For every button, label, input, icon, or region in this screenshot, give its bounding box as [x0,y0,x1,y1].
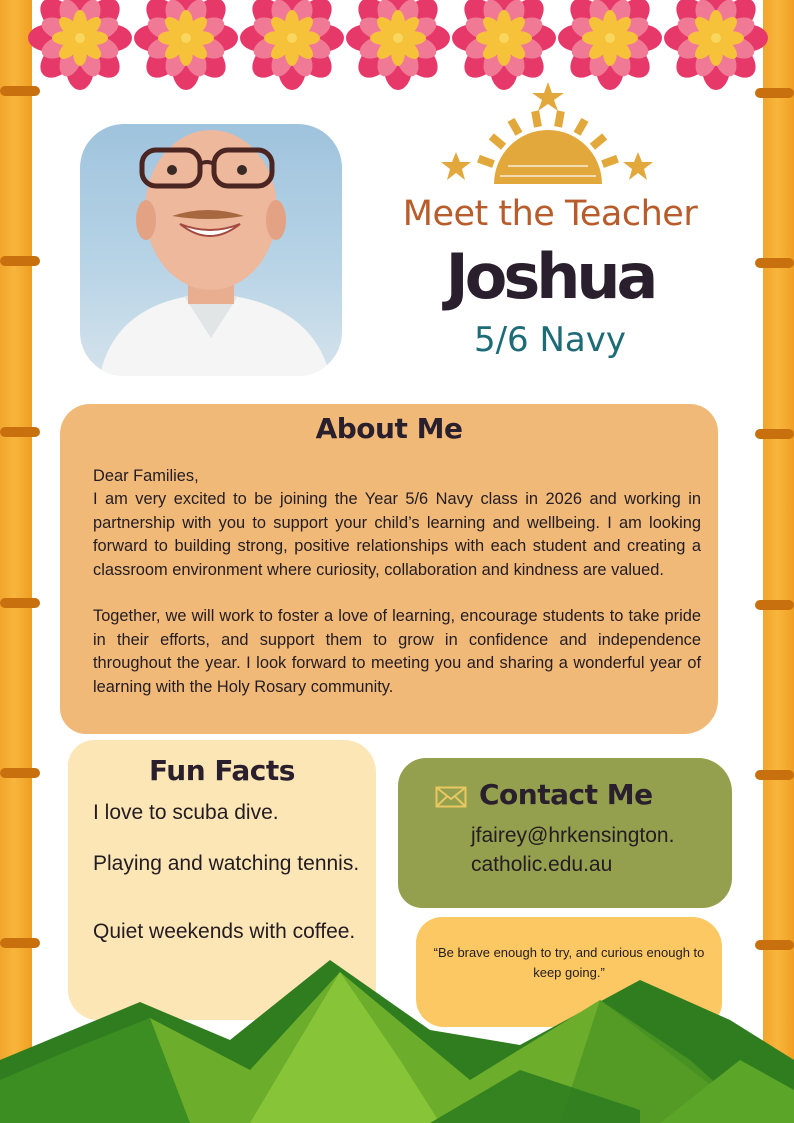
page-title: Meet the Teacher [402,194,698,234]
fun-fact-item: Quiet weekends with coffee. [93,920,356,943]
teacher-name: Joshua [445,240,655,313]
teacher-photo [80,124,342,376]
about-paragraph-1: I am very excited to be joining the Year 5/6 Navy class in 2026 and working in partnership with you to support your child’s learning and wellbeing. I am looking forward to building strong, positive relationships with each student and creating a classroom environment where curiosity, collaboration and kindness are valued. [93,490,701,579]
contact-heading: Contact Me [479,778,653,811]
flower-garland [22,0,772,92]
contact-card [398,758,732,908]
class-name: 5/6 Navy [473,320,627,360]
fun-fact-item: Playing and watching tennis. [93,852,360,875]
sun-emblem-icon [436,80,660,188]
about-paragraph-2: Together, we will work to foster a love of learning, encourage students to take pride in their efforts, and support them to grow in confidence and independence throughout the year. I look forward to meeting you and sharing a wonderful year of learning with the Holy Rosary community. [93,607,701,696]
contact-email-line-1: jfairey@hrkensington. [471,824,675,847]
about-me-heading: About Me [315,412,463,445]
about-greeting: Dear Families, [93,467,199,485]
envelope-icon [435,786,467,808]
about-me-card [60,404,718,734]
about-me-body [93,465,701,699]
contact-email[interactable] [471,821,721,879]
quote-text: “Be brave enough to try, and curious enough to keep going.” [433,945,705,980]
contact-email-line-2: catholic.edu.au [471,853,613,876]
fun-facts-heading: Fun Facts [149,754,295,787]
green-hills [0,940,794,1123]
fun-fact-item: I love to scuba dive. [93,801,279,824]
